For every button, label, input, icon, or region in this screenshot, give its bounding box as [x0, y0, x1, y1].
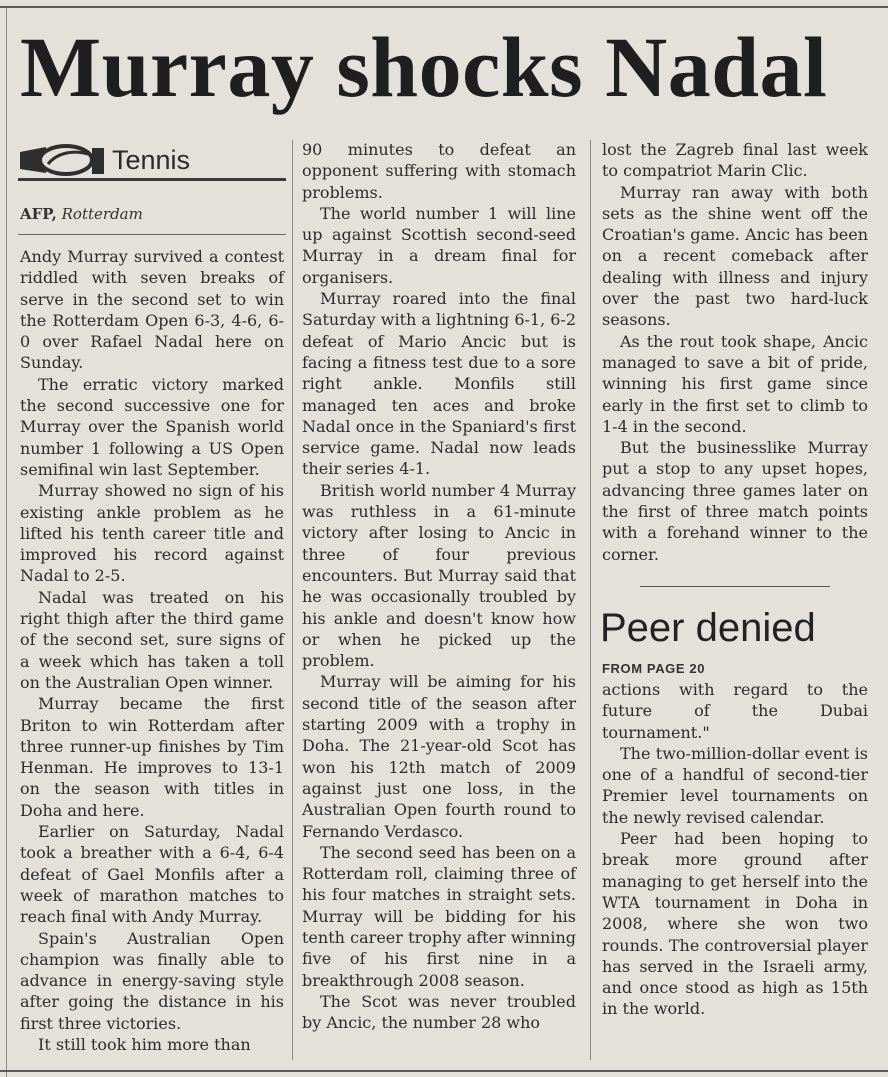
byline-place: Rotterdam [61, 205, 143, 223]
sidebar-story [602, 679, 868, 1020]
article-paragraph: As the rout took shape, Ancic managed to save a bit of pride, winning his first game since early in the first set to climb to 1-4 in the second. [602, 331, 868, 436]
byline-rule [18, 234, 286, 235]
article-column-3 [602, 139, 868, 565]
headline: Murray shocks Nadal [20, 19, 828, 115]
article-paragraph: Nadal was treated on his right thigh after the third game of the second set, sure signs of a week which has taken a toll on the Australian Open winner. [20, 587, 284, 692]
article-paragraph: Spain's Australian Open champion was finally able to advance in energy-saving style after going the distance in his first three victories. [20, 928, 284, 1033]
left-rule [6, 8, 7, 1077]
article-paragraph: It still took him more than [38, 1034, 251, 1054]
article-paragraph: Murray will be aiming for his second title of the season after starting 2009 with a trophy in Doha. The 21-year-old Scot has won his 12th match of 2009 against just one loss, in the Australian Open fourth round to Fernando Verdasco. [302, 672, 576, 841]
sidebar-paragraph: actions with regard to the future of the Dubai tournament." [602, 680, 868, 742]
article-paragraph: Murray showed no sign of his existing ankle problem as he lifted his tenth career title and improved his record against Nadal to 2-5. [20, 481, 284, 586]
byline [20, 204, 143, 224]
article-paragraph: lost the Zagreb final last week to compatriot Marin Clic. [602, 140, 868, 181]
article-column-1 [20, 246, 284, 1055]
article-paragraph: But the businesslike Murray put a stop to any upset hopes, advancing three games later on the first of three match points with a forehand winner to the corner. [602, 438, 868, 564]
sidebar-paragraph: Peer had been hoping to break more ground after managing to get herself into the WTA tournament in Doha in 2008, where she won two rounds. The controversial player has served in the Israeli army, and once stood as high as 15th in the world. [602, 829, 868, 1019]
article-paragraph: Murray roared into the final Saturday with a lightning 6-1, 6-2 defeat of Mario Ancic but is facing a fitness test due to a sore right ankle. Monfils still managed ten aces and broke Nadal once in the Spaniard's first service game. Nadal now leads their series 4-1. [302, 289, 577, 479]
section-label: Tennis [112, 145, 191, 175]
article-paragraph: Earlier on Saturday, Nadal took a breather with a 6-4, 6-4 defeat of Gael Monfils after a week of marathon matches to reach final with Andy Murray. [20, 822, 284, 927]
article-paragraph: British world number 4 Murray was ruthless in a 61-minute victory after losing to Ancic in three of four previous encounters. But Murray said that he was occasionally troubled by his ankle and doesn't know how or when he picked up the problem. [302, 480, 576, 671]
article-column-2 [302, 139, 576, 1033]
byline-agency: AFP, [20, 205, 57, 223]
section-tag [18, 142, 286, 182]
article-paragraph: Murray ran away with both sets as the shine went off the Croatian's game. Ancic has been on a recent comeback after dealing with illness and injury over the past two hard-luck seasons. [602, 182, 868, 330]
article-paragraph: 90 minutes to defeat an opponent suffering with stomach problems. [302, 140, 576, 202]
sidebar-paragraph: The two-million-dollar event is one of a handful of second-tier Premier level tournaments on the newly revised calendar. [602, 743, 868, 827]
bottom-rule [0, 1070, 888, 1072]
tennis-ball-logo-icon [18, 144, 104, 176]
story-divider [640, 586, 830, 587]
article-paragraph: The erratic victory marked the second successive one for Murray over the Spanish world number 1 following a US Open semifinal win last September. [20, 374, 284, 479]
article-paragraph: The world number 1 will line up against Scottish second-seed Murray in a dream final for organisers. [302, 203, 576, 287]
article-paragraph: The Scot was never troubled by Ancic, the number 28 who [302, 991, 576, 1033]
article-paragraph: The second seed has been on a Rotterdam roll, claiming three of his four matches in straight sets. Murray will be bidding for his tenth career trophy after winning five of his first nine in a breakthrough 2008 season. [302, 842, 576, 990]
article-paragraph: Andy Murray survived a contest riddled with seven breaks of serve in the second set to win the Rotterdam Open 6-3, 4-6, 6-0 over Rafael Nadal here on Sunday. [20, 247, 284, 373]
column-rule [590, 140, 591, 1060]
column-rule [292, 140, 293, 1060]
jump-line: FROM PAGE 20 [602, 661, 706, 676]
sidebar-headline: Peer denied [600, 606, 816, 650]
section-underline [18, 178, 286, 181]
article-paragraph: Murray became the first Briton to win Rotterdam after three runner-up finishes by Tim Henman. He improves to 13-1 on the season with titles in Doha and here. [20, 694, 284, 820]
